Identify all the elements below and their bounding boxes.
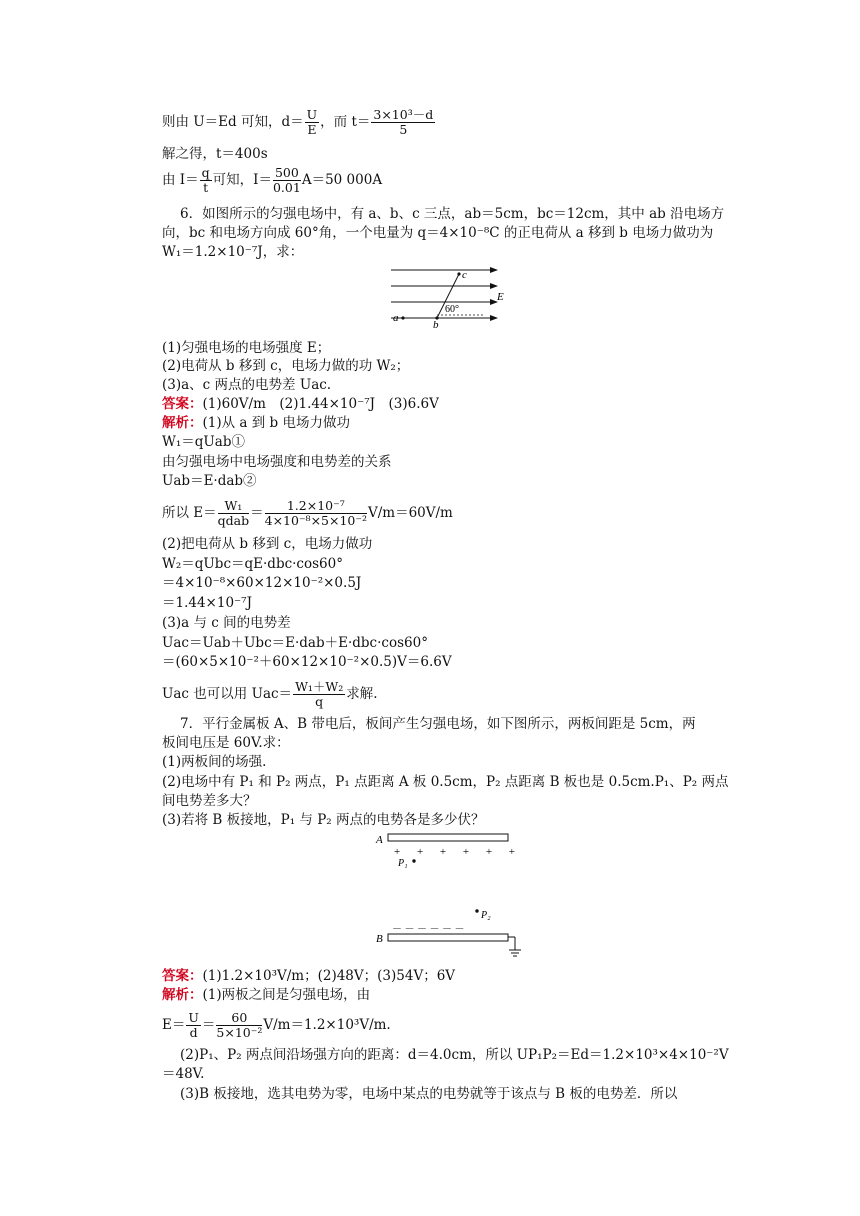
question-7-line-1: 7．平行金属板 A、B 带电后，板间产生匀强电场，如下图所示，两板间距是 5cm，两 [180, 716, 696, 732]
numerator: 1.2×10⁻⁷ [265, 499, 367, 514]
fraction-500 [273, 166, 301, 195]
question-6-part-2: (2)电荷从 b 移到 c，电场力做的功 W₂； [162, 358, 410, 374]
text: 所以 E＝ [162, 505, 217, 521]
label-p1: P₁ [398, 858, 408, 869]
analysis-7-line-2: E＝ $\frac{U}{d}$ ＝ $\frac{60}{\text{5×10⁻²}}$ V/m＝1.2×10³V/m. [162, 1010, 391, 1040]
label-plate-b: B [376, 933, 383, 945]
question-7-part-2-line-2: 间电势差多大？ [162, 793, 257, 809]
numerator: 500 [274, 165, 299, 180]
denominator: t [203, 180, 209, 195]
label-p2: P₂ [481, 910, 491, 921]
label-e: E [497, 291, 504, 303]
answer-text: (1)1.2×10³V/m；(2)48V；(3)54V；6V [202, 968, 456, 984]
label-b: b [433, 319, 439, 331]
fraction-u-over-e [305, 108, 320, 137]
point-p2 [475, 909, 478, 912]
uniform-field-figure [385, 260, 515, 336]
analysis-6-line-3: 由匀强电场中电场强度和电势差的关系 [162, 454, 392, 470]
point-a [401, 316, 404, 319]
text: V/m＝1.2×10³V/m. [263, 1017, 391, 1033]
analysis-6-line-1 [162, 415, 350, 432]
analysis-6-line-10: (3)a 与 c 间的电势差 [162, 615, 291, 631]
numerator: U [188, 1010, 199, 1025]
denominator: 5×10⁻² [216, 1025, 263, 1040]
label-c: c [462, 269, 467, 281]
answer-7 [162, 968, 455, 985]
text: V/m＝60V/m [367, 505, 453, 521]
minus-charges: － － － － － － [392, 924, 465, 935]
denominator: E [307, 122, 317, 137]
fraction-w1-plus-w2 [293, 680, 345, 709]
question-6-line-2: 向，bc 和电场方向成 60°角，一个电量为 q＝4×10⁻⁸C 的正电荷从 a 移到 b 电场力做功为 [162, 225, 714, 241]
numerator: q [201, 165, 210, 180]
text: 则由 U＝Ed 可知，d＝ [162, 114, 304, 130]
question-7-part-3: (3)若将 B 板接地，P₁ 与 P₂ 两点的电势各是多少伏？ [162, 812, 485, 828]
fraction-60 [216, 1011, 262, 1040]
fraction-t [371, 108, 435, 137]
analysis-7-line-4: ＝48V. [162, 1066, 205, 1082]
answer-text: (1)60V/m (2)1.44×10⁻⁷J (3)6.6V [202, 396, 439, 412]
fraction-w1-over-qdab [218, 499, 249, 528]
analysis-6-line-6: (2)把电荷从 b 移到 c，电场力做功 [162, 536, 373, 552]
analysis-6-line-4: Uab＝E·dab② [162, 473, 257, 489]
plate-b [388, 934, 508, 941]
analysis-6-line-5: 所以 E＝ $\frac{\text{W₁}}{\text{qdab}}$ ＝ $\frac{\text{1.2×10⁻⁷}}{\text{4×10⁻⁸×5×10⁻²}}$ V/m＝60V/m [162, 498, 453, 528]
analysis-6-line-11: Uac＝Uab＋Ubc＝E·dab＋E·dbc·cos60° [162, 635, 428, 651]
numerator: U [306, 107, 318, 122]
question-7-part-1: (1)两板间的场强. [162, 754, 267, 770]
analysis-label: 解析： [162, 415, 203, 431]
text: 可知，I＝ [212, 172, 272, 188]
analysis-6-line-8: ＝4×10⁻⁸×60×12×10⁻²×0.5J [162, 575, 362, 591]
answer-6 [162, 396, 439, 413]
fraction-q-over-t [200, 166, 212, 195]
numerator: W₁ [218, 499, 249, 514]
numerator: W₁＋W₂ [295, 679, 344, 694]
plate-a [388, 834, 508, 841]
analysis-label: 解析： [162, 987, 203, 1003]
denominator: 5 [399, 122, 408, 137]
analysis-7-line-3: (2)P₁、P₂ 两点间沿场强方向的距离：d＝4.0cm，所以 UP₁P₂＝Ed＝1.2×10³×4×10⁻²V [180, 1047, 729, 1063]
denominator: 4×10⁻⁸×5×10⁻² [264, 513, 367, 528]
analysis-text: (1)从 a 到 b 电场力做功 [202, 415, 350, 431]
line-2: 解之得，t＝400s [162, 146, 268, 162]
answer-label: 答案： [162, 968, 203, 984]
numerator: 3×10³－d [373, 107, 434, 122]
analysis-7-line-5: (3)B 板接地，选其电势为零，电场中某点的电势就等于该点与 B 板的电势差．所以 [180, 1086, 678, 1102]
line-3 [162, 166, 382, 195]
label-angle: 60° [445, 304, 459, 315]
numerator: 60 [216, 1011, 262, 1026]
line-1 [162, 108, 436, 137]
label-plate-a: A [376, 834, 383, 846]
denominator: qdab [217, 513, 250, 528]
text: A＝50 000A [301, 172, 383, 188]
denominator: d [189, 1025, 198, 1040]
question-6-line-3: W₁＝1.2×10⁻⁷J，求： [162, 244, 304, 260]
plus-charges: + + + + + + [394, 846, 522, 858]
denominator: q [315, 694, 324, 709]
analysis-7-line-1 [162, 987, 370, 1004]
point-c [457, 272, 460, 275]
text: 由 I＝ [162, 172, 199, 188]
answer-label: 答案： [162, 396, 203, 412]
analysis-6-line-7: W₂＝qUbc＝qE·dbc·cos60° [162, 556, 343, 572]
denominator: 0.01 [272, 180, 301, 195]
question-7-line-2: 板间电压是 60V.求： [162, 735, 290, 751]
parallel-plates-figure [372, 828, 534, 964]
text: Uac 也可以用 Uac＝ [162, 686, 293, 702]
fraction-u-over-d [186, 1011, 201, 1040]
label-a: a [393, 312, 399, 324]
question-6-line-1: 6．如图所示的匀强电场中，有 a、b、c 三点，ab＝5cm，bc＝12cm，其中 ab 沿电场方 [180, 206, 725, 222]
analysis-6-line-13 [162, 680, 378, 709]
text: 求解. [346, 686, 378, 702]
analysis-6-line-2: W₁＝qUab① [162, 434, 245, 450]
question-6-part-1: (1)匀强电场的电场强度 E； [162, 340, 331, 356]
point-p1 [412, 859, 415, 862]
analysis-6-line-9: ＝1.44×10⁻⁷J [162, 595, 252, 611]
fraction-value [265, 499, 367, 528]
analysis-text: (1)两板之间是匀强电场，由 [202, 987, 371, 1003]
text: E＝ [162, 1017, 186, 1033]
question-6-part-3: (3)a、c 两点的电势差 Uac. [162, 377, 332, 393]
analysis-6-line-12: ＝(60×5×10⁻²＋60×12×10⁻²×0.5)V＝6.6V [162, 654, 452, 670]
text: ，而 t＝ [320, 114, 371, 130]
question-7-part-2-line-1: (2)电场中有 P₁ 和 P₂ 两点，P₁ 点距离 A 板 0.5cm，P₂ 点距离 B 板也是 0.5cm.P₁、P₂ 两点 [162, 774, 729, 790]
